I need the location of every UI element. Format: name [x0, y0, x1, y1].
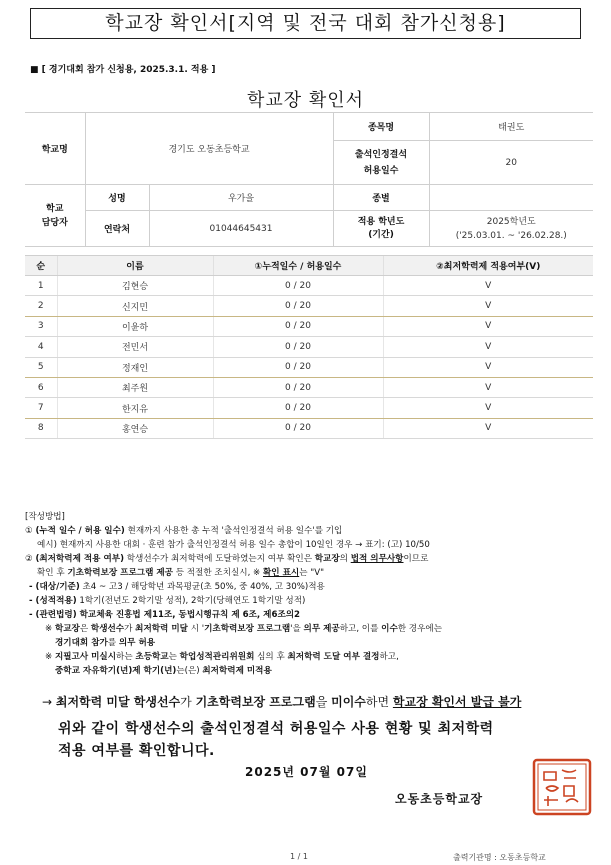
row-applied: V	[383, 398, 593, 418]
warning-f: 하면	[365, 695, 393, 709]
method-item-1-example: 예시) 현재까지 사용한 대회 · 훈련 참가 출석인정결석 허용 일수 총합이 10일인 경우 → 표기: (고) 10/50	[37, 540, 430, 550]
header-applied: ②최저학력제 적용여부(V)	[383, 256, 593, 276]
note2-f: 학업성적관리위원회	[179, 652, 255, 662]
note2-line2-a: 중학교 자유학기(년)제 학기(년)	[55, 666, 177, 676]
m2-line2-e: 는 "V"	[299, 568, 325, 578]
note2-g: 심의 후	[254, 652, 288, 662]
m2-num: ②	[25, 554, 36, 564]
table-row	[25, 337, 593, 357]
header-days: ①누적일수 / 허용일수	[213, 256, 383, 276]
table-row	[25, 377, 593, 397]
note2-line2-c: 최저학력제 미적용	[202, 666, 272, 676]
row-no: 1	[25, 276, 57, 296]
row-applied: V	[383, 296, 593, 316]
m1-text: 현재까지 사용한 총 누적 '출석인정결석 허용 일수'를 기입	[124, 526, 343, 536]
row-no: 7	[25, 398, 57, 418]
note1-line2-c: 의무 허용	[118, 638, 156, 648]
m2-bold-d: 법적 의무사항	[350, 554, 404, 564]
year-value-line2: ('25.03.01. ~ '26.02.28.)	[455, 230, 567, 241]
writing-method	[25, 510, 593, 678]
m2-line2-c: 등 적절한 조치실시, ※	[172, 568, 263, 578]
m2-line2-a: 확인 후	[37, 568, 68, 578]
row-name: 신지민	[57, 296, 213, 316]
contact-value: 01044645431	[149, 211, 333, 247]
document-title: 학교장 확인서	[246, 90, 365, 111]
table-row	[25, 296, 593, 316]
note2-b: 지필고사 미실시	[54, 652, 117, 662]
sport-value	[429, 185, 593, 211]
law-line	[25, 608, 593, 622]
row-name: 한지유	[57, 398, 213, 418]
event-value: 태권도	[429, 113, 593, 141]
event-label: 종목명	[333, 113, 429, 141]
row-name: 정재인	[57, 357, 213, 377]
note1-m: 한 경우에는	[397, 624, 442, 634]
note-2-line2	[25, 664, 593, 678]
row-applied: V	[383, 337, 593, 357]
method-item-2-line2	[25, 566, 593, 580]
note-2	[25, 650, 593, 664]
row-applied: V	[383, 377, 593, 397]
method-heading: [작성방법]	[25, 512, 65, 522]
note1-g: 시 '	[187, 624, 205, 634]
row-name: 최주원	[57, 377, 213, 397]
row-name: 전민서	[57, 337, 213, 357]
m2-text-a: 학생선수가 최저학력에 도달하였는지 여부 확인은	[124, 554, 315, 564]
row-no: 8	[25, 418, 57, 438]
row-days: 0 / 20	[213, 316, 383, 336]
row-no: 4	[25, 337, 57, 357]
absence-label-line1: 출석인정결석	[354, 149, 408, 160]
name-value: 우가을	[149, 185, 333, 211]
note1-e: 가	[124, 624, 136, 634]
header-no: 순	[25, 256, 57, 276]
target-text: 초4 ~ 고3 / 해당학년 과목평균(초 50%, 중 40%, 고 30%)적용	[79, 582, 325, 592]
year-label-line2: (기간)	[368, 229, 394, 240]
note2-c: 하는	[116, 652, 136, 662]
year-label	[333, 211, 429, 247]
school-value: 경기도 오동초등학교	[85, 113, 333, 185]
staff-label	[25, 185, 85, 247]
row-no: 5	[25, 357, 57, 377]
method-item-1	[25, 524, 593, 538]
note2-i: 하고,	[379, 652, 399, 662]
note-1	[25, 622, 593, 636]
row-no: 6	[25, 377, 57, 397]
m1-bold: (누적 일수 / 허용 일수)	[35, 526, 125, 536]
row-name: 홍연승	[57, 418, 213, 438]
grade-text: 1학기(전년도 2학기말 성적), 2학기(당해연도 1학기말 성적)	[76, 596, 306, 606]
warning-e: 미이수	[331, 695, 366, 709]
row-no: 2	[25, 296, 57, 316]
note1-d: 학생선수	[90, 624, 125, 634]
m1-num: ①	[25, 526, 36, 536]
year-value-line1: 2025학년도	[486, 216, 536, 227]
header-name: 이름	[57, 256, 213, 276]
row-days: 0 / 20	[213, 276, 383, 296]
row-days: 0 / 20	[213, 398, 383, 418]
table-row	[25, 357, 593, 377]
table-row	[25, 276, 593, 296]
note1-l: 이수	[381, 624, 398, 634]
issue-date: 2025년 07월 07일	[245, 765, 368, 779]
note2-e: 는	[168, 652, 180, 662]
m2-line2-d: 확인 표시	[263, 568, 300, 578]
note2-line2-b: 는(은)	[176, 666, 203, 676]
issuer-name: 출력기관명 : 오동초등학교	[453, 853, 546, 862]
warning-b: 가	[180, 695, 196, 709]
warning-c: 기초학력보장 프로그램	[195, 695, 316, 709]
note1-h: 기초학력보장 프로그램	[204, 624, 291, 634]
table-row	[25, 398, 593, 418]
year-label-line1: 적용 학년도	[357, 216, 405, 227]
m2-text-e: 이므로	[403, 554, 429, 564]
row-days: 0 / 20	[213, 296, 383, 316]
note1-j: 의무 제공	[303, 624, 340, 634]
warning-line	[42, 693, 521, 710]
warning-arrow: →	[42, 695, 56, 709]
row-applied: V	[383, 418, 593, 438]
note2-a: ※	[45, 652, 55, 662]
apply-note: ■ [ 경기대회 참가 신청용, 2025.3.1. 적용 ]	[30, 65, 216, 75]
note2-d: 초등학교	[135, 652, 169, 662]
year-value	[429, 211, 593, 247]
warning-g: 학교장 확인서 발급 불가	[392, 695, 522, 709]
note2-h: 최저학력 도달 여부 결정	[287, 652, 380, 662]
law-text: 학교체육 진흥법 제11조, 동법시행규칙 제 6조, 제6조의2	[76, 610, 301, 620]
staff-label-line2: 담당자	[41, 217, 68, 228]
student-list-table	[25, 255, 593, 439]
grade-bold: - (성적적용)	[29, 596, 77, 606]
absence-label-line2: 허용일수	[363, 165, 399, 176]
page-number: 1 / 1	[290, 852, 308, 861]
confirm-line2: 적용 여부를 확인합니다.	[58, 743, 215, 759]
target-line	[25, 580, 593, 594]
law-bold: - (관련법령)	[29, 610, 77, 620]
row-name: 김현승	[57, 276, 213, 296]
note1-i: '을	[290, 624, 304, 634]
m2-text-c: 의	[339, 554, 351, 564]
note1-f: 최저학력 미달	[135, 624, 188, 634]
table-row	[25, 418, 593, 438]
row-name: 이윤하	[57, 316, 213, 336]
row-applied: V	[383, 276, 593, 296]
grade-line	[25, 594, 593, 608]
absence-value: 20	[429, 141, 593, 185]
row-applied: V	[383, 357, 593, 377]
contact-label: 연락처	[85, 211, 149, 247]
target-bold: - (대상/기준)	[29, 582, 80, 592]
note1-b: 학교장	[54, 624, 80, 634]
confirm-line1: 위와 같이 학생선수의 출석인정결석 허용일수 사용 현황 및 최저학력	[58, 721, 494, 737]
form-title: 학교장 확인서[지역 및 전국 대회 참가신청용]	[30, 8, 581, 39]
row-applied: V	[383, 316, 593, 336]
m2-bold: (최저학력제 적용 여부)	[35, 554, 124, 564]
note1-k: 하고, 이를	[339, 624, 382, 634]
m2-bold-b: 학교장	[314, 554, 340, 564]
absence-label	[333, 141, 429, 185]
school-label: 학교명	[25, 113, 85, 185]
name-label: 성명	[85, 185, 149, 211]
note1-line2-a: 경기대회 참가	[55, 638, 108, 648]
confirmation-text	[58, 718, 494, 762]
m2-line2-b: 기초학력보장 프로그램 제공	[67, 568, 173, 578]
table-row	[25, 316, 593, 336]
row-days: 0 / 20	[213, 377, 383, 397]
method-item-2	[25, 552, 593, 566]
note1-c: 은	[79, 624, 91, 634]
note-1-line2	[25, 636, 593, 650]
note1-line2-b: 를	[107, 638, 119, 648]
note1-a: ※	[45, 624, 55, 634]
row-no: 3	[25, 316, 57, 336]
principal-name: 오동초등학교장	[395, 792, 484, 806]
warning-d: 을	[315, 695, 332, 709]
row-days: 0 / 20	[213, 357, 383, 377]
warning-a: 최저학력 미달 학생선수	[55, 695, 181, 709]
row-days: 0 / 20	[213, 418, 383, 438]
row-days: 0 / 20	[213, 337, 383, 357]
school-info-table	[25, 112, 593, 247]
sport-label: 종별	[333, 185, 429, 211]
official-seal-icon	[532, 758, 592, 816]
staff-label-line1: 학교	[46, 203, 64, 214]
